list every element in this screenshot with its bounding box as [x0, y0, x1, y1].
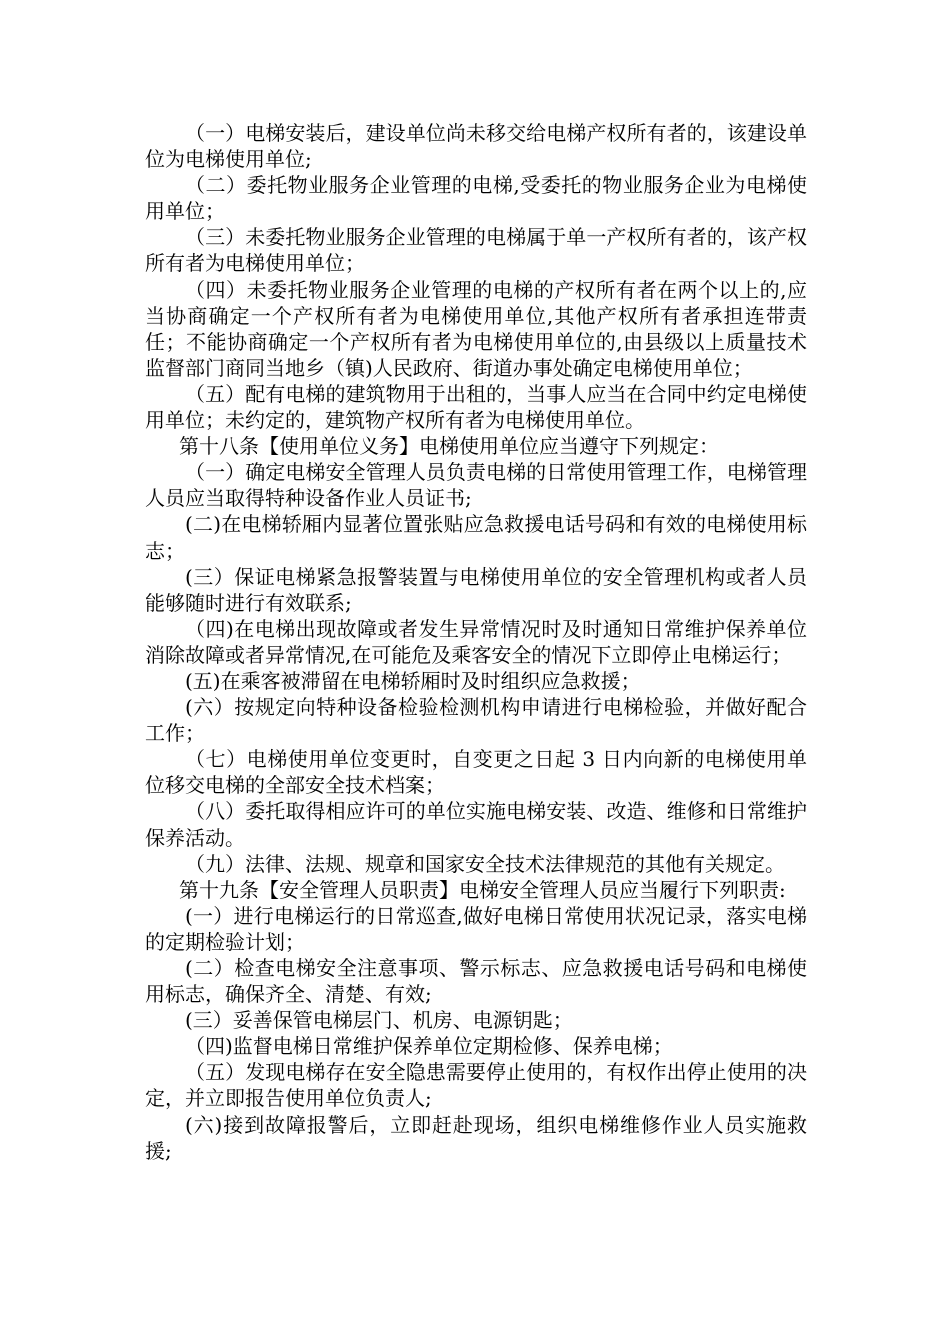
article-19-heading: 第十九条【安全管理人员职责】电梯安全管理人员应当履行下列职责: [179, 877, 786, 902]
paragraph-clause-1: （一）电梯安装后，建设单位尚未移交给电梯产权所有者的，该建设单位为电梯使用单位; [145, 121, 807, 172]
paragraph-article-18-item-2: (二)在电梯轿厢内显著位置张贴应急救援电话号码和有效的电梯使用标志； [145, 512, 807, 563]
paragraph-article-18-item-9: （九）法律、法规、规章和国家安全技术法律规范的其他有关规定。 [185, 851, 785, 876]
paragraph-article-18-item-7: （七）电梯使用单位变更时，自变更之日起 3 日内向新的电梯使用单位移交电梯的全部安全技术档案； [145, 747, 807, 798]
paragraph-clause-4: （四）未委托物业服务企业管理的电梯的产权所有者在两个以上的,应当协商确定一个产权所有者为电梯使用单位,其他产权所有者承担连带责任；不能协商确定一个产权所有者为电梯使用单位的,由县级以上质量技术监督部门商同当地乡（镇)人民政府、街道办事处确定电梯使用单位； [145, 277, 807, 380]
paragraph-article-19-item-6: (六)接到故障报警后，立即赶赴现场，组织电梯维修作业人员实施救援; [145, 1112, 807, 1163]
document-body [145, 120, 807, 1164]
paragraph-article-18-item-1: （一）确定电梯安全管理人员负责电梯的日常使用管理工作，电梯管理人员应当取得特种设备作业人员证书; [145, 460, 807, 511]
paragraph-article-18-item-4: （四)在电梯出现故障或者发生异常情况时及时通知日常维护保养单位消除故障或者异常情况,在可能危及乘客安全的情况下立即停止电梯运行； [145, 616, 807, 667]
paragraph-article-19-item-1: (一）进行电梯运行的日常巡查,做好电梯日常使用状况记录，落实电梯的定期检验计划； [145, 903, 807, 954]
paragraph-article-18-item-3: (三）保证电梯紧急报警装置与电梯使用单位的安全管理机构或者人员能够随时进行有效联系; [145, 564, 807, 615]
paragraph-article-18-item-8: （八）委托取得相应许可的单位实施电梯安装、改造、维修和日常维护保养活动。 [145, 799, 807, 850]
article-18-heading: 第十八条【使用单位义务】电梯使用单位应当遵守下列规定： [179, 434, 719, 459]
paragraph-clause-3: （三）未委托物业服务企业管理的电梯属于单一产权所有者的，该产权所有者为电梯使用单位； [145, 225, 807, 276]
paragraph-clause-5: （五）配有电梯的建筑物用于出租的，当事人应当在合同中约定电梯使用单位；未约定的，建筑物产权所有者为电梯使用单位。 [145, 381, 807, 433]
paragraph-article-18-item-5: (五)在乘客被滞留在电梯轿厢时及时组织应急救援； [185, 668, 641, 693]
paragraph-clause-2: （二）委托物业服务企业管理的电梯,受委托的物业服务企业为电梯使用单位； [145, 173, 807, 224]
paragraph-article-18-item-6: (六）按规定向特种设备检验检测机构申请进行电梯检验，并做好配合工作； [145, 695, 807, 746]
paragraph-article-19-item-5: （五）发现电梯存在安全隐患需要停止使用的，有权作出停止使用的决定，并立即报告使用单位负责人; [145, 1060, 807, 1111]
paragraph-article-19-item-2: (二）检查电梯安全注意事项、警示标志、应急救援电话号码和电梯使用标志，确保齐全、清楚、有效; [145, 956, 807, 1007]
paragraph-article-19-item-3: (三）妥善保管电梯层门、机房、电源钥匙； [185, 1008, 573, 1033]
paragraph-article-19-item-4: （四)监督电梯日常维护保养单位定期检修、保养电梯； [185, 1034, 673, 1059]
